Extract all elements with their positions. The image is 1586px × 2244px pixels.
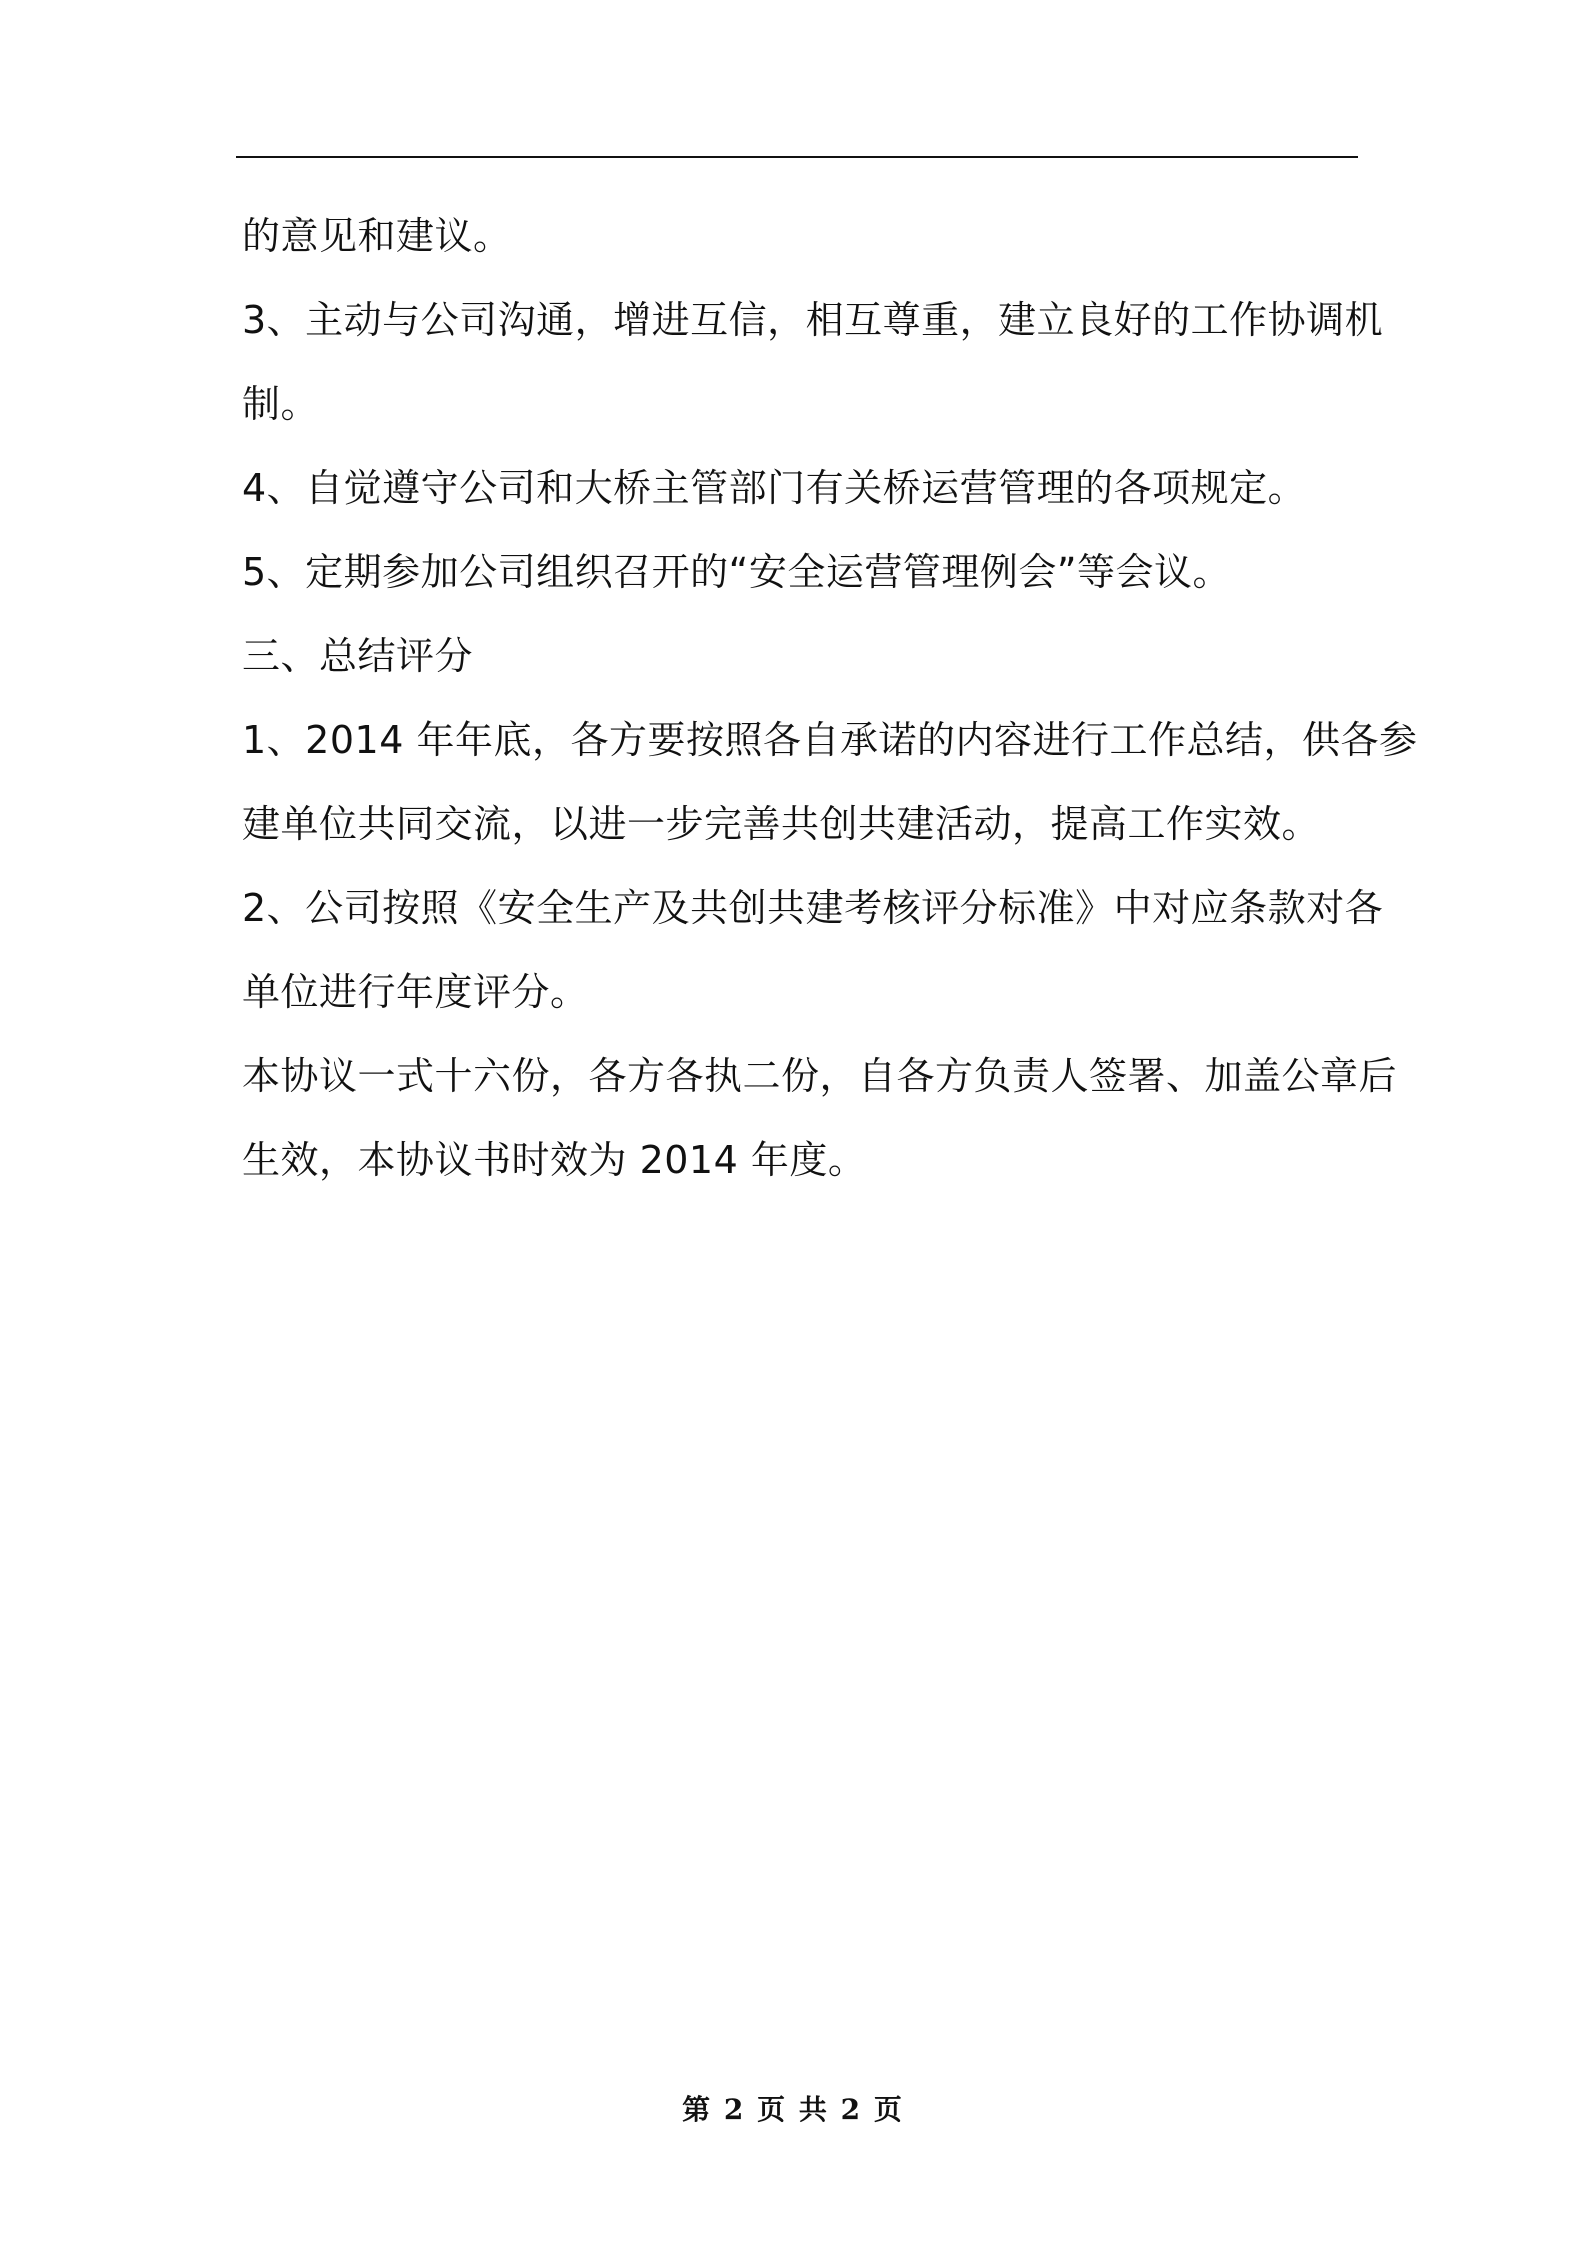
text-line: 2、公司按照《安全生产及共创共建考核评分标准》中对应条款对各 — [242, 886, 1384, 930]
text-line: 生效，本协议书时效为 2014 年度。 — [242, 1138, 867, 1182]
text-line: 制。 — [242, 382, 320, 426]
document-body — [242, 194, 1418, 1202]
text-line: 单位进行年度评分。 — [242, 970, 589, 1014]
text-line: 1、2014 年年底，各方要按照各自承诺的内容进行工作总结，供各参 — [242, 718, 1418, 762]
section-heading: 三、总结评分 — [242, 634, 474, 678]
text-line: 5、定期参加公司组织召开的“安全运营管理例会”等会议。 — [242, 550, 1232, 594]
header-rule — [236, 156, 1358, 158]
text-line: 建单位共同交流，以进一步完善共创共建活动，提高工作实效。 — [242, 802, 1321, 846]
page-number-footer: 第 2 页 共 2 页 — [682, 2093, 904, 2126]
text-line: 3、主动与公司沟通，增进互信，相互尊重，建立良好的工作协调机 — [242, 298, 1384, 342]
text-line: 4、自觉遵守公司和大桥主管部门有关桥运营管理的各项规定。 — [242, 466, 1307, 510]
text-line: 本协议一式十六份，各方各执二份，自各方负责人签署、加盖公章后 — [242, 1054, 1398, 1098]
text-line: 的意见和建议。 — [242, 214, 512, 258]
